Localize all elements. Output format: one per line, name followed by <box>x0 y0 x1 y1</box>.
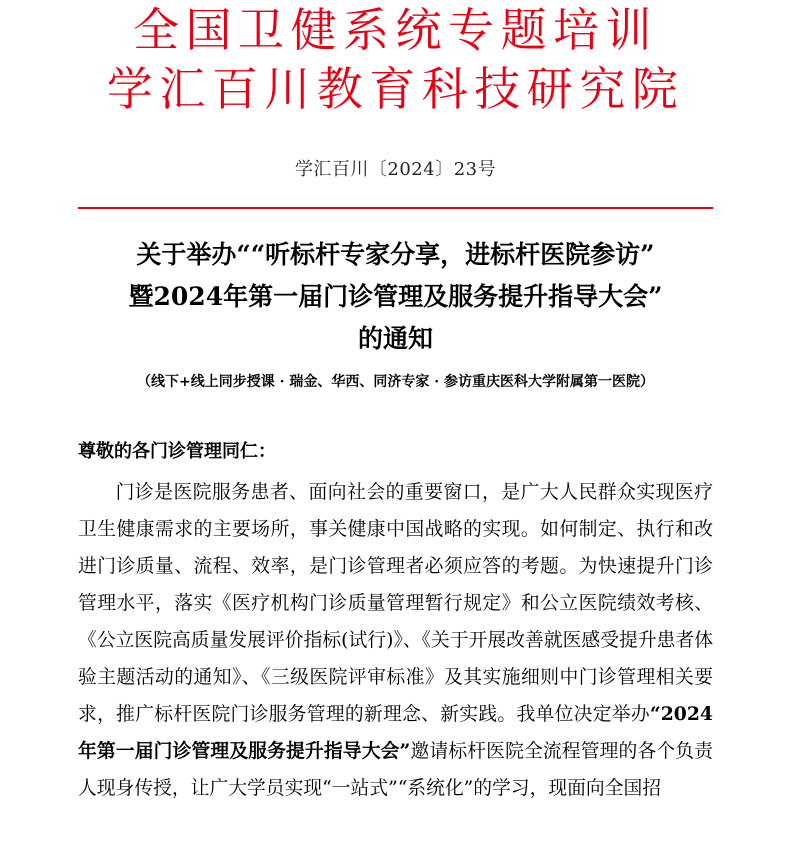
body-paragraph <box>78 474 713 807</box>
document-number: 学汇百川〔2024〕23号 <box>294 159 497 180</box>
masthead-title: 全国卫健系统专题培训 <box>133 3 658 57</box>
red-divider-line <box>78 207 713 209</box>
title-line-1: 关于举办““听标杆专家分享，进标杆医院参访” <box>136 240 655 269</box>
notice-subtitle: （线下+线上同步授课 · 瑞金、华西、同济专家 · 参访重庆医科大学附属第一医院） <box>137 374 654 390</box>
body-text-part-1: 门诊是医院服务患者、面向社会的重要窗口，是广大人民群众实现医疗卫生健康需求的主要场所，事关健康中国战略的实现。如何制定、执行和改进门诊质量、流程、效率，是门诊管理者必须应答的考题。为快速提升门诊管理水平，落实《医疗机构门诊质量管理暂行规定》和公立医院绩效考核、《公立医院高质量发展评价指标(试行)》、《关于开展改善就医感受提升患者体验主题活动的通知》、《三级医院评审标准》及其实施细则中门诊管理相关要求，推广标杆医院门诊服务管理的新理念、新实践。我单位决定举办 <box>78 482 713 725</box>
title-line-2: 暨2024年第一届门诊管理及服务提升指导大会” <box>128 282 663 311</box>
notice-title <box>78 234 713 360</box>
title-line-3: 的通知 <box>357 324 433 353</box>
greeting: 尊敬的各门诊管理同仁： <box>78 441 276 462</box>
body-text-part-2: 邀请标杆医院全流程管理的各个负责人现身传授，让广大学员实现“一站式”“系统化”的学习，现面向全国招 <box>78 741 713 799</box>
conference-name-emphasis: “2024年第一届门诊管理及服务提升指导大会” <box>78 703 713 762</box>
masthead-organization: 学汇百川教育科技研究院 <box>106 62 685 116</box>
